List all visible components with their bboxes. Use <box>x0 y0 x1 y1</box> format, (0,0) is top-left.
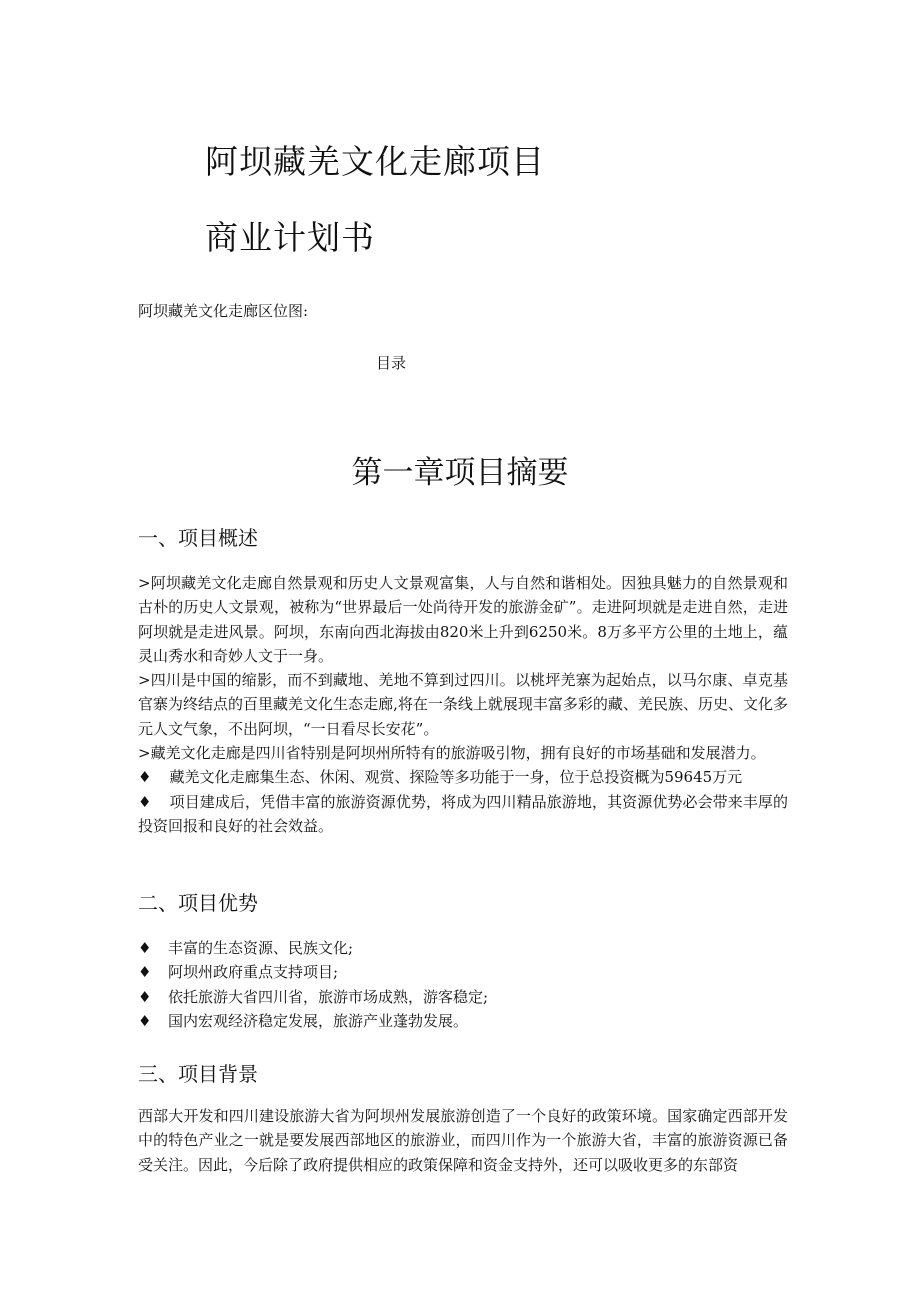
map-caption: 阿坝藏羌文化走廊区位图: <box>138 302 309 320</box>
advantage-item-3: 依托旅游大省四川省，旅游市场成熟，游客稳定; <box>168 987 489 1006</box>
diamond-bullet-icon: ♦ <box>138 987 152 1006</box>
overview-bullet-2 <box>138 790 788 839</box>
background-paragraph: 西部大开发和四川建设旅游大省为阿坝州发展旅游创造了一个良好的政策环境。国家确定西部开发中的特色产业之一就是要发展西部地区的旅游业，而四川作为一个旅游大省，丰富的旅游资源已备受关注。因此，今后除了政府提供相应的政策保障和资金支持外，还可以吸收更多的东部资 <box>138 1107 788 1174</box>
diamond-bullet-icon: ♦ <box>138 768 152 787</box>
overview-paragraph-2: >四川是中国的缩影，而不到藏地、羌地不算到过四川。以桃坪羌寨为起始点，以马尔康、卓克基官寨为终结点的百里藏羌文化生态走廊,将在一条线上就展现丰富多彩的藏、羌民族、历史、文化多元人文气象，不出阿坝，“一日看尽长安花”。 <box>138 671 788 738</box>
list-item <box>138 985 788 1009</box>
overview-paragraph-3: >藏羌文化走廊是四川省特别是阿坝州所特有的旅游吸引物，拥有良好的市场基础和发展潜力。 <box>138 744 766 763</box>
diamond-bullet-icon: ♦ <box>138 792 152 811</box>
chapter-title <box>0 447 920 492</box>
advantage-item-1: 丰富的生态资源、民族文化; <box>168 939 354 957</box>
advantages-list <box>138 936 788 1033</box>
section-overview-body <box>138 571 788 838</box>
overview-bullet-1 <box>138 765 788 789</box>
document-title-line-1: 阿坝藏羌文化走廊项目 <box>205 142 545 181</box>
diamond-bullet-icon: ♦ <box>138 963 152 982</box>
diamond-bullet-icon: ♦ <box>138 939 152 957</box>
diamond-bullet-icon: ♦ <box>138 1011 152 1030</box>
advantage-item-4: 国内宏观经济稳定发展，旅游产业蓬勃发展。 <box>168 1011 469 1030</box>
overview-bullet-1-text: 藏羌文化走廊集生态、休闲、观赏、探险等多功能于一身，位于总投资概为59645万元 <box>169 768 743 787</box>
advantage-item-2: 阿坝州政府重点支持项目; <box>168 963 339 982</box>
list-item <box>138 960 788 984</box>
section-heading-advantages: 二、项目优势 <box>138 891 258 915</box>
overview-bullet-2-text: 项目建成后，凭借丰富的旅游资源优势，将成为四川精品旅游地，其资源优势必会带来丰厚的投资回报和良好的社会效益。 <box>138 792 788 835</box>
document-title-line-2: 商业计划书 <box>205 218 375 257</box>
list-item <box>138 1009 788 1033</box>
chapter-title-text: 第一章项目摘要 <box>351 455 569 491</box>
toc-label: 目录 <box>376 354 407 372</box>
section-heading-background: 三、项目背景 <box>138 1062 258 1086</box>
overview-paragraph-1: >阿坝藏羌文化走廊自然景观和历史人文景观富集，人与自然和谐相处。因独具魅力的自然景观和古朴的历史人文景观，被称为“世界最后一处尚待开发的旅游金矿”。走进阿坝就是走进自然，走进阿坝就是走进风景。阿坝，东南向西北海拔由820米上升到6250米。8万多平方公里的土地上，蕴灵山秀水和奇妙人文于一身。 <box>138 574 788 665</box>
section-heading-overview: 一、项目概述 <box>138 526 258 550</box>
list-item <box>138 936 788 960</box>
section-background-body <box>138 1104 788 1177</box>
